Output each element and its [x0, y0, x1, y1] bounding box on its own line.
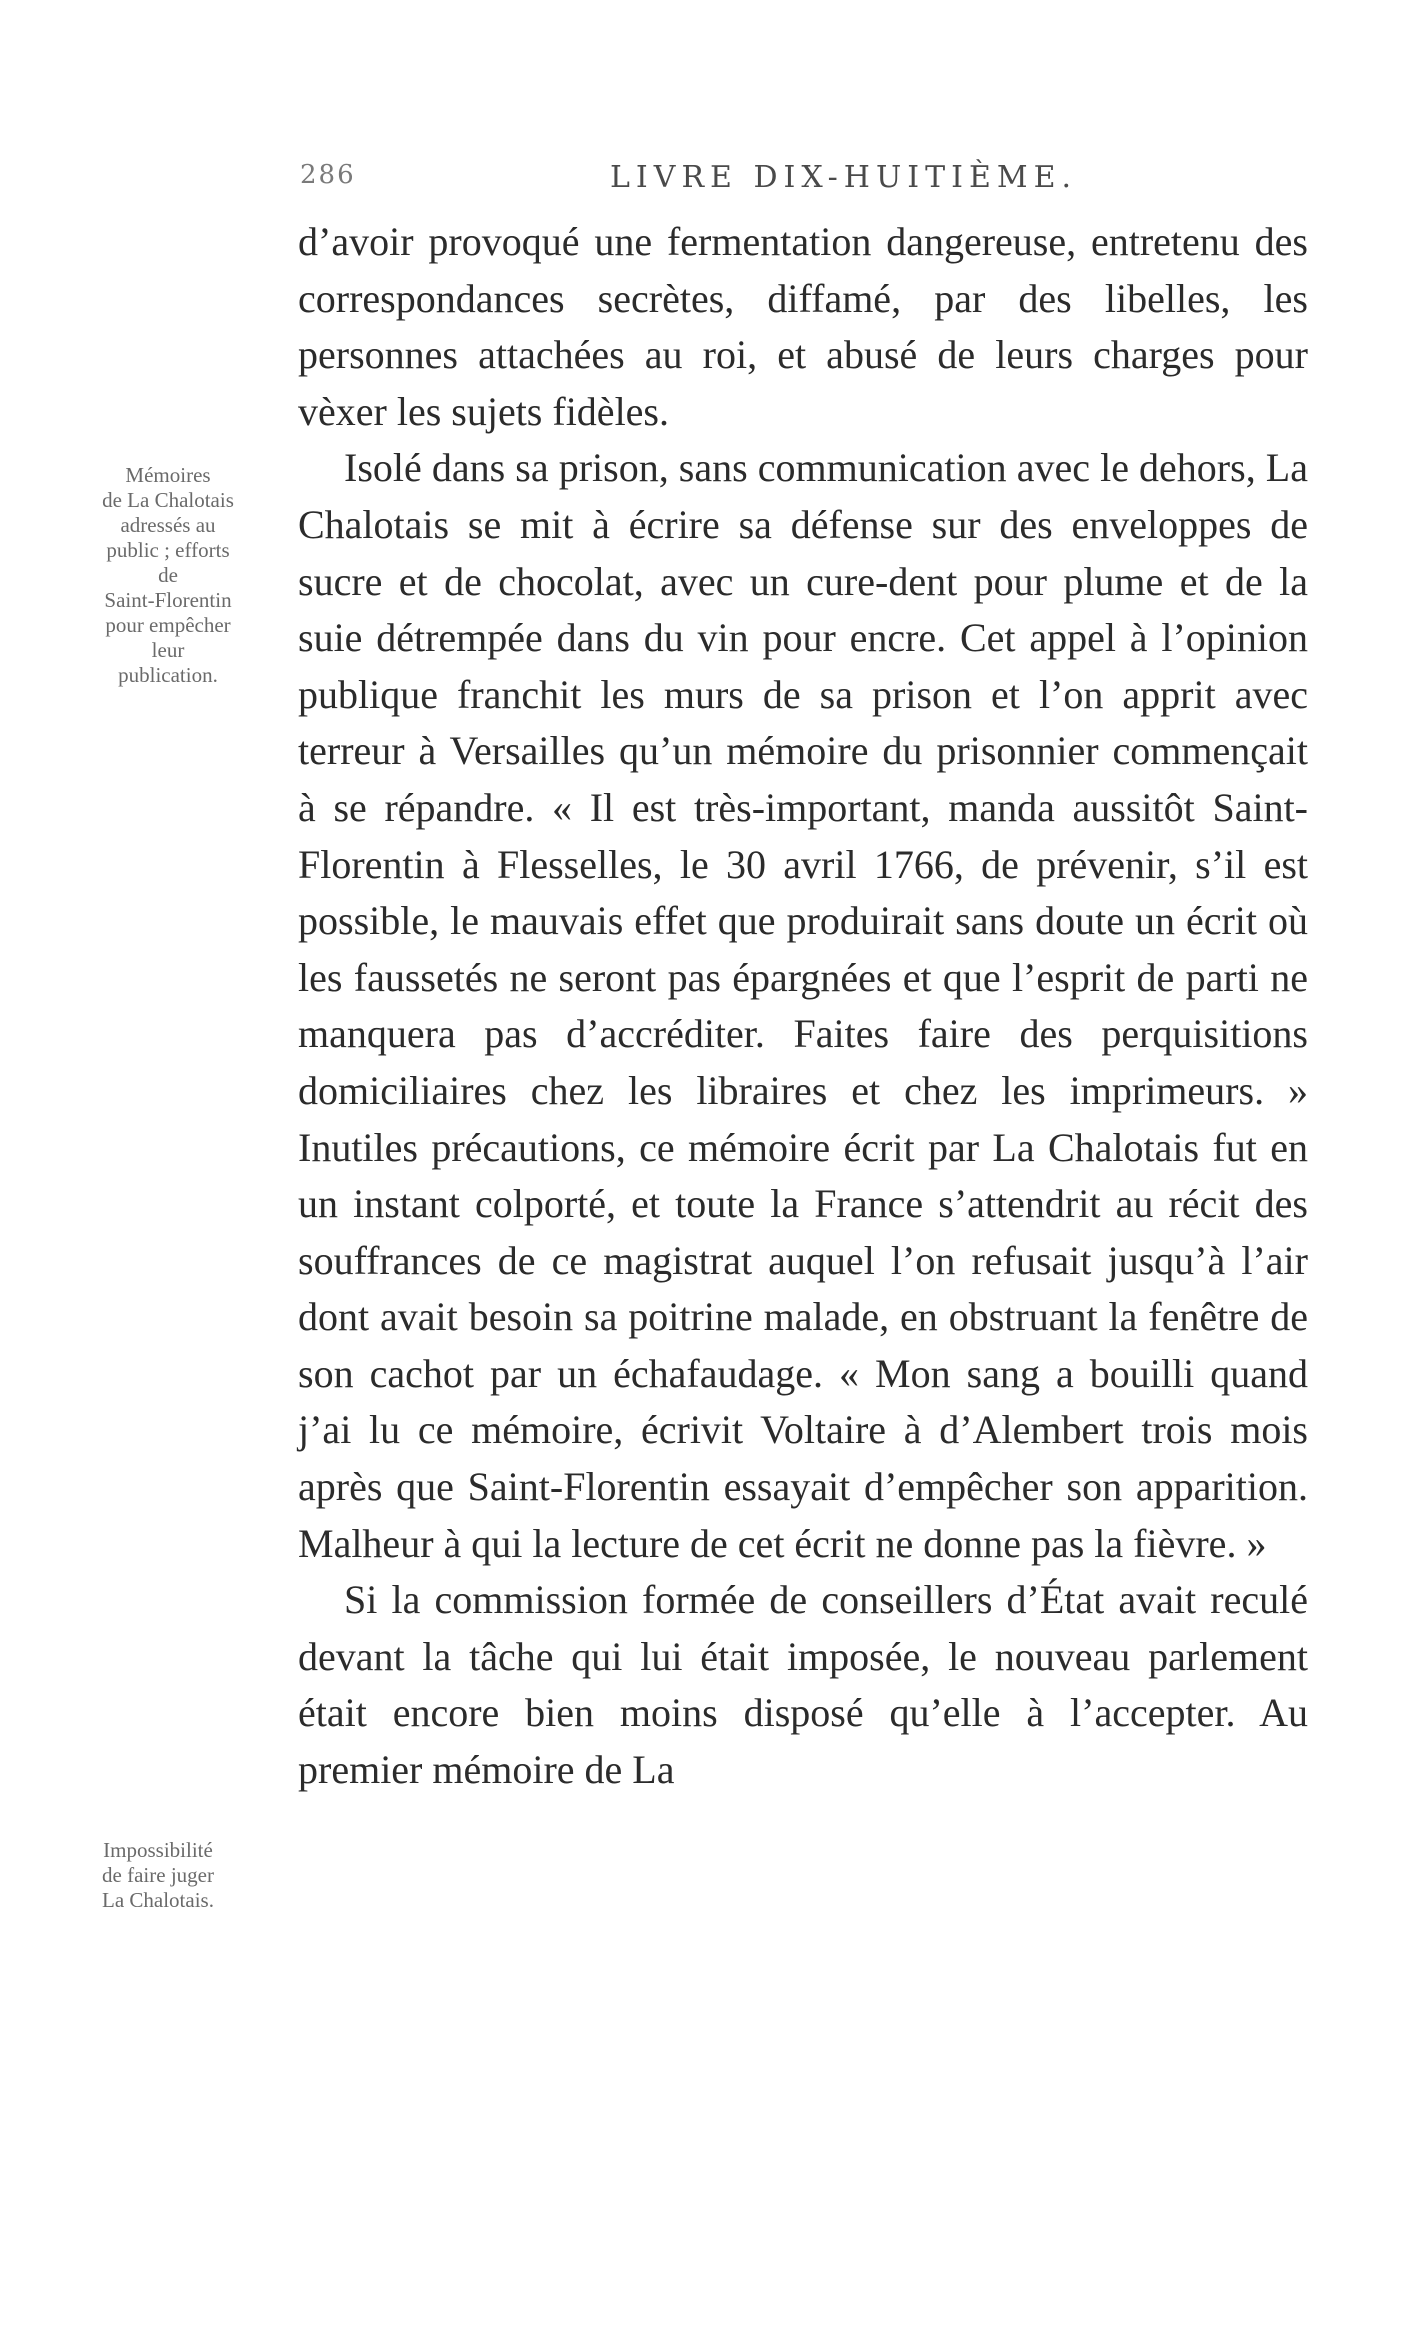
margin-note-line: Impossibilité — [103, 1838, 213, 1862]
margin-note-memoires — [68, 463, 268, 688]
margin-note-line: La Chalotais. — [102, 1888, 214, 1912]
margin-note-impossibilite — [58, 1838, 258, 1913]
body-text — [298, 214, 1308, 1799]
margin-note-line: de — [158, 563, 178, 587]
margin-note-line: Saint-Florentin — [104, 588, 232, 612]
running-title: LIVRE DIX-HUITIÈME. — [610, 160, 1077, 195]
margin-note-line: adressés au — [120, 513, 216, 537]
paragraph-prison-memoire: Isolé dans sa prison, sans communication avec le dehors, La Chalotais se mit à écrire sa défense sur des enveloppes de sucre et de chocolat, avec un cure-dent pour plume et de la suie détrempée dans du vin pour encre. Cet appel à l’opinion publique franchit les murs de sa prison et l’on apprit avec terreur à Versailles qu’un mémoire du prisonnier commençait à se répandre. « Il est très-important, manda aussitôt Saint-Florentin à Flesselles, le 30 avril 1766, de prévenir, s’il est possible, le mauvais effet que produirait sans doute un écrit où les faussetés ne seront pas épargnées et que l’esprit de parti ne manquera pas d’accréditer. Faites faire des perquisitions domiciliaires chez les libraires et chez les imprimeurs. » Inutiles précautions, ce mémoire écrit par La Chalotais fut en un instant colporté, et toute la France s’attendrit au récit des souffrances de ce magistrat auquel l’on refusait jusqu’à l’air dont avait besoin sa poitrine malade, en obstruant la fenêtre de son cachot par un échafaudage. « Mon sang a bouilli quand j’ai lu ce mémoire, écrivit Voltaire à d’Alembert trois mois après que Saint-Florentin essayait d’empêcher son apparition. Malheur à qui la lecture de cet écrit ne donne pas la fièvre. » — [298, 445, 1308, 1566]
margin-note-line: publication. — [118, 663, 218, 687]
margin-note-line: leur — [151, 638, 185, 662]
running-head — [290, 160, 1320, 200]
margin-note-line: de La Chalotais — [102, 488, 234, 512]
page-number: 286 — [300, 160, 356, 190]
margin-note-line: public ; efforts — [106, 538, 230, 562]
margin-note-line: de faire juger — [102, 1863, 214, 1887]
margin-note-line: Mémoires — [125, 463, 211, 487]
paragraph-continuation: d’avoir provoqué une fermentation dangereuse, entretenu des correspondances secrètes, diffamé, par des libelles, les personnes attachées au roi, et abusé de leurs charges pour vèxer les sujets fidèles. — [298, 219, 1308, 434]
paragraph-commission: Si la commission formée de conseillers d’État avait reculé devant la tâche qui lui était imposée, le nouveau parlement était encore bien moins disposé qu’elle à l’accepter. Au premier mémoire de La — [298, 1577, 1308, 1793]
margin-note-line: pour empêcher — [105, 613, 231, 637]
